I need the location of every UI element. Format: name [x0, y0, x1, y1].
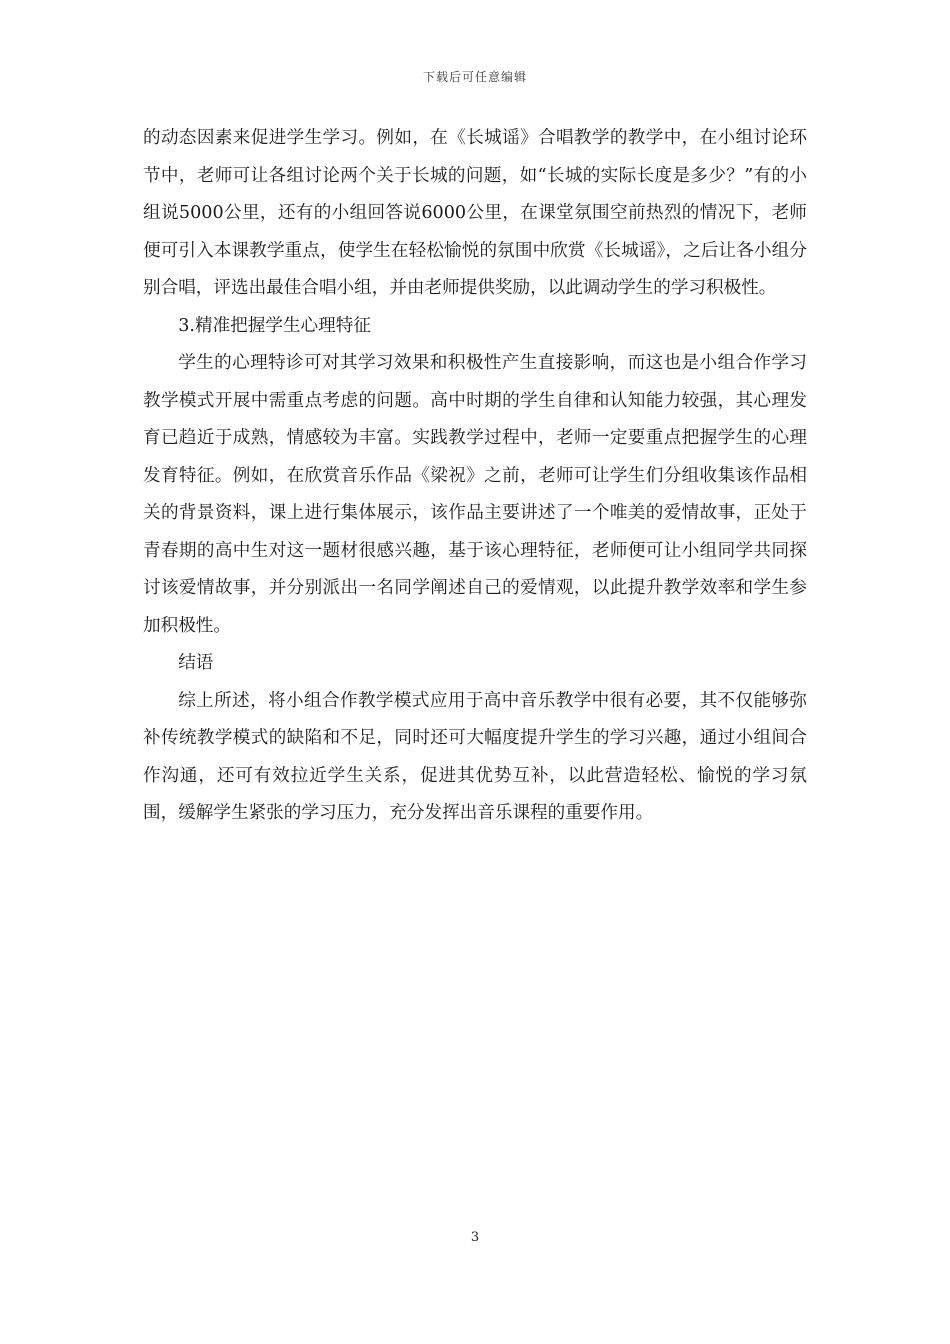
document-body — [143, 120, 807, 833]
paragraph-conclusion: 综上所述，将小组合作教学模式应用于高中音乐教学中很有必要，其不仅能够弥补传统教学模式的缺陷和不足，同时还可大幅度提升学生的学习兴趣，通过小组间合作沟通，还可有效拉近学生关系，促进其优势互补，以此营造轻松、愉悦的学习氛围，缓解学生紧张的学习压力，充分发挥出音乐课程的重要作用。 — [143, 690, 807, 823]
conclusion-heading: 结语 — [178, 653, 214, 673]
paragraph-psychology: 学生的心理特诊可对其学习效果和积极性产生直接影响，而这也是小组合作学习教学模式开展中需重点考虑的问题。高中时期的学生自律和认知能力较强，其心理发育已趋近于成熟，情感较为丰富。实践教学过程中，老师一定要重点把握学生的心理发育特征。例如，在欣赏音乐作品《梁祝》之前，老师可让学生们分组收集该作品相关的背景资料，课上进行集体展示，该作品主要讲述了一个唯美的爱情故事，正处于青春期的高中生对这一题材很感兴趣，基于该心理特征，老师便可让小组同学共同探讨该爱情故事，并分别派出一名同学阐述自己的爱情观，以此提升教学效率和学生参加积极性。 — [143, 353, 807, 636]
paragraph-continuation: 的动态因素来促进学生学习。例如，在《长城谣》合唱教学的教学中，在小组讨论环节中，老师可让各组讨论两个关于长城的问题，如“长城的实际长度是多少？”有的小组说5000公里，还有的小组回答说6000公里，在课堂氛围空前热烈的情况下，老师便可引入本课教学重点，使学生在轻松愉悦的氛围中欣赏《长城谣》，之后让各小组分别合唱，评选出最佳合唱小组，并由老师提供奖励，以此调动学生的学习积极性。 — [143, 128, 807, 298]
page-number: 3 — [470, 1230, 480, 1245]
page-header: 下载后可任意编辑 — [422, 70, 527, 84]
section-heading-3: 3.精准把握学生心理特征 — [178, 315, 371, 336]
